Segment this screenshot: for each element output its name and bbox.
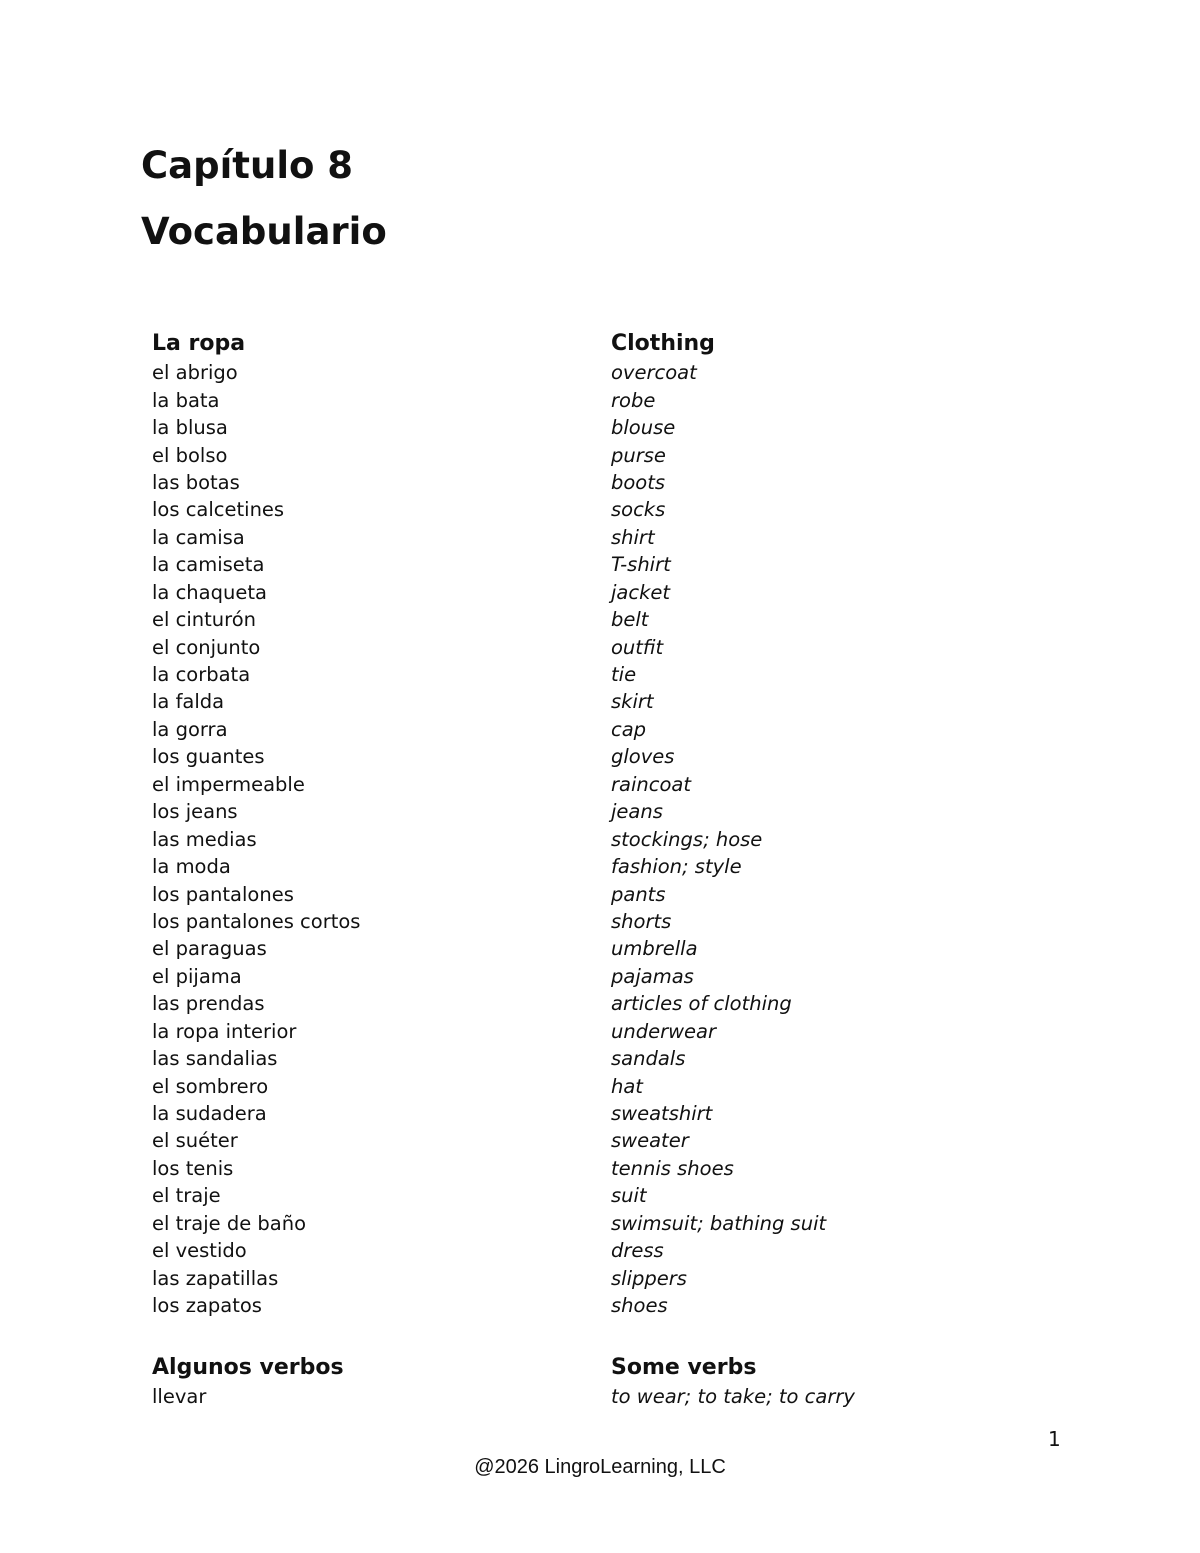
spanish-term: llevar bbox=[152, 1385, 207, 1409]
spanish-term: el conjunto bbox=[152, 635, 261, 659]
spanish-term: los jeans bbox=[152, 800, 238, 824]
vocab-row bbox=[152, 716, 1052, 743]
spanish-term: los zapatos bbox=[152, 1294, 262, 1318]
english-translation: gloves bbox=[611, 745, 675, 769]
english-translation: jeans bbox=[611, 800, 663, 824]
section-heading-english: Clothing bbox=[611, 330, 715, 356]
spanish-term: la bata bbox=[152, 388, 220, 412]
section-header bbox=[152, 327, 1052, 359]
english-translation: blouse bbox=[611, 416, 676, 440]
spanish-term: el impermeable bbox=[152, 772, 305, 796]
english-translation: shorts bbox=[611, 909, 672, 933]
vocab-row bbox=[152, 469, 1052, 496]
english-translation: purse bbox=[611, 443, 666, 467]
vocab-row bbox=[152, 990, 1052, 1017]
spanish-term: la ropa interior bbox=[152, 1019, 297, 1043]
english-translation: belt bbox=[611, 608, 649, 632]
spanish-term: los tenis bbox=[152, 1156, 234, 1180]
spanish-term: la camisa bbox=[152, 525, 245, 549]
vocab-row bbox=[152, 414, 1052, 441]
english-translation: sandals bbox=[611, 1047, 686, 1071]
vocab-row bbox=[152, 771, 1052, 798]
vocab-row bbox=[152, 441, 1052, 468]
english-translation: hat bbox=[611, 1074, 643, 1098]
vocab-row bbox=[152, 524, 1052, 551]
footer-copyright: @2026 LingroLearning, LLC bbox=[474, 1456, 726, 1478]
vocab-row bbox=[152, 606, 1052, 633]
vocab-row bbox=[152, 908, 1052, 935]
english-translation: raincoat bbox=[611, 772, 691, 796]
english-translation: pants bbox=[611, 882, 666, 906]
spanish-term: la falda bbox=[152, 690, 225, 714]
spanish-term: el vestido bbox=[152, 1239, 247, 1263]
vocab-row bbox=[152, 1182, 1052, 1209]
vocab-row bbox=[152, 1383, 1052, 1410]
vocab-row bbox=[152, 825, 1052, 852]
section-heading-english: Some verbs bbox=[611, 1354, 757, 1380]
english-translation: fashion; style bbox=[611, 855, 742, 879]
english-translation: shoes bbox=[611, 1294, 668, 1318]
english-translation: stockings; hose bbox=[611, 827, 763, 851]
english-translation: robe bbox=[611, 388, 656, 412]
chapter-title: Capítulo 8 bbox=[141, 144, 354, 187]
vocab-row bbox=[152, 963, 1052, 990]
english-translation: articles of clothing bbox=[611, 992, 792, 1016]
vocab-list bbox=[152, 1383, 1052, 1410]
vocab-row bbox=[152, 743, 1052, 770]
english-translation: jacket bbox=[611, 580, 671, 604]
vocab-row bbox=[152, 386, 1052, 413]
english-translation: tie bbox=[611, 663, 637, 687]
spanish-term: la gorra bbox=[152, 717, 228, 741]
vocab-row bbox=[152, 1264, 1052, 1291]
spanish-term: el abrigo bbox=[152, 361, 238, 385]
page-title: Vocabulario bbox=[141, 210, 387, 253]
spanish-term: las zapatillas bbox=[152, 1266, 279, 1290]
spanish-term: el traje de baño bbox=[152, 1211, 307, 1235]
vocab-list bbox=[152, 359, 1052, 1319]
vocab-row bbox=[152, 1292, 1052, 1319]
english-translation: swimsuit; bathing suit bbox=[611, 1211, 827, 1235]
spanish-term: la camiseta bbox=[152, 553, 265, 577]
spanish-term: los guantes bbox=[152, 745, 265, 769]
spanish-term: los pantalones cortos bbox=[152, 909, 361, 933]
vocab-row bbox=[152, 1155, 1052, 1182]
english-translation: suit bbox=[611, 1184, 647, 1208]
spanish-term: el suéter bbox=[152, 1129, 238, 1153]
english-translation: overcoat bbox=[611, 361, 697, 385]
vocab-row bbox=[152, 579, 1052, 606]
vocab-row bbox=[152, 798, 1052, 825]
spanish-term: el paraguas bbox=[152, 937, 267, 961]
spanish-term: los calcetines bbox=[152, 498, 285, 522]
page-number: 1 bbox=[1048, 1427, 1061, 1451]
vocab-row bbox=[152, 661, 1052, 688]
spanish-term: la corbata bbox=[152, 663, 251, 687]
vocab-row bbox=[152, 1072, 1052, 1099]
spanish-term: la chaqueta bbox=[152, 580, 267, 604]
spanish-term: el bolso bbox=[152, 443, 228, 467]
english-translation: sweatshirt bbox=[611, 1102, 713, 1126]
english-translation: pajamas bbox=[611, 964, 694, 988]
spanish-term: las medias bbox=[152, 827, 257, 851]
english-translation: cap bbox=[611, 717, 647, 741]
english-translation: underwear bbox=[611, 1019, 717, 1043]
vocab-row bbox=[152, 551, 1052, 578]
vocab-section-clothing bbox=[152, 327, 1052, 1319]
vocab-row bbox=[152, 1237, 1052, 1264]
spanish-term: la blusa bbox=[152, 416, 228, 440]
spanish-term: las sandalias bbox=[152, 1047, 278, 1071]
spanish-term: las botas bbox=[152, 470, 240, 494]
vocab-row bbox=[152, 1127, 1052, 1154]
spanish-term: el cinturón bbox=[152, 608, 256, 632]
english-translation: boots bbox=[611, 470, 666, 494]
english-translation: socks bbox=[611, 498, 666, 522]
english-translation: sweater bbox=[611, 1129, 689, 1153]
english-translation: shirt bbox=[611, 525, 655, 549]
spanish-term: el sombrero bbox=[152, 1074, 269, 1098]
english-translation: T-shirt bbox=[611, 553, 671, 577]
vocab-row bbox=[152, 1018, 1052, 1045]
spanish-term: la sudadera bbox=[152, 1102, 267, 1126]
section-header bbox=[152, 1351, 1052, 1383]
english-translation: dress bbox=[611, 1239, 664, 1263]
vocab-row bbox=[152, 1100, 1052, 1127]
spanish-term: la moda bbox=[152, 855, 231, 879]
vocab-row bbox=[152, 633, 1052, 660]
english-translation: umbrella bbox=[611, 937, 698, 961]
vocab-row bbox=[152, 688, 1052, 715]
english-translation: outfit bbox=[611, 635, 664, 659]
english-translation: skirt bbox=[611, 690, 654, 714]
section-heading-spanish: Algunos verbos bbox=[152, 1354, 344, 1380]
vocab-section-verbs bbox=[152, 1351, 1052, 1410]
spanish-term: los pantalones bbox=[152, 882, 294, 906]
english-translation: to wear; to take; to carry bbox=[611, 1385, 855, 1409]
spanish-term: el pijama bbox=[152, 964, 242, 988]
vocab-row bbox=[152, 359, 1052, 386]
vocab-row bbox=[152, 1045, 1052, 1072]
vocab-row bbox=[152, 853, 1052, 880]
vocab-row bbox=[152, 880, 1052, 907]
vocab-row bbox=[152, 935, 1052, 962]
english-translation: slippers bbox=[611, 1266, 687, 1290]
spanish-term: el traje bbox=[152, 1184, 221, 1208]
vocab-row bbox=[152, 496, 1052, 523]
vocab-row bbox=[152, 1210, 1052, 1237]
spanish-term: las prendas bbox=[152, 992, 265, 1016]
english-translation: tennis shoes bbox=[611, 1156, 734, 1180]
section-heading-spanish: La ropa bbox=[152, 330, 246, 356]
